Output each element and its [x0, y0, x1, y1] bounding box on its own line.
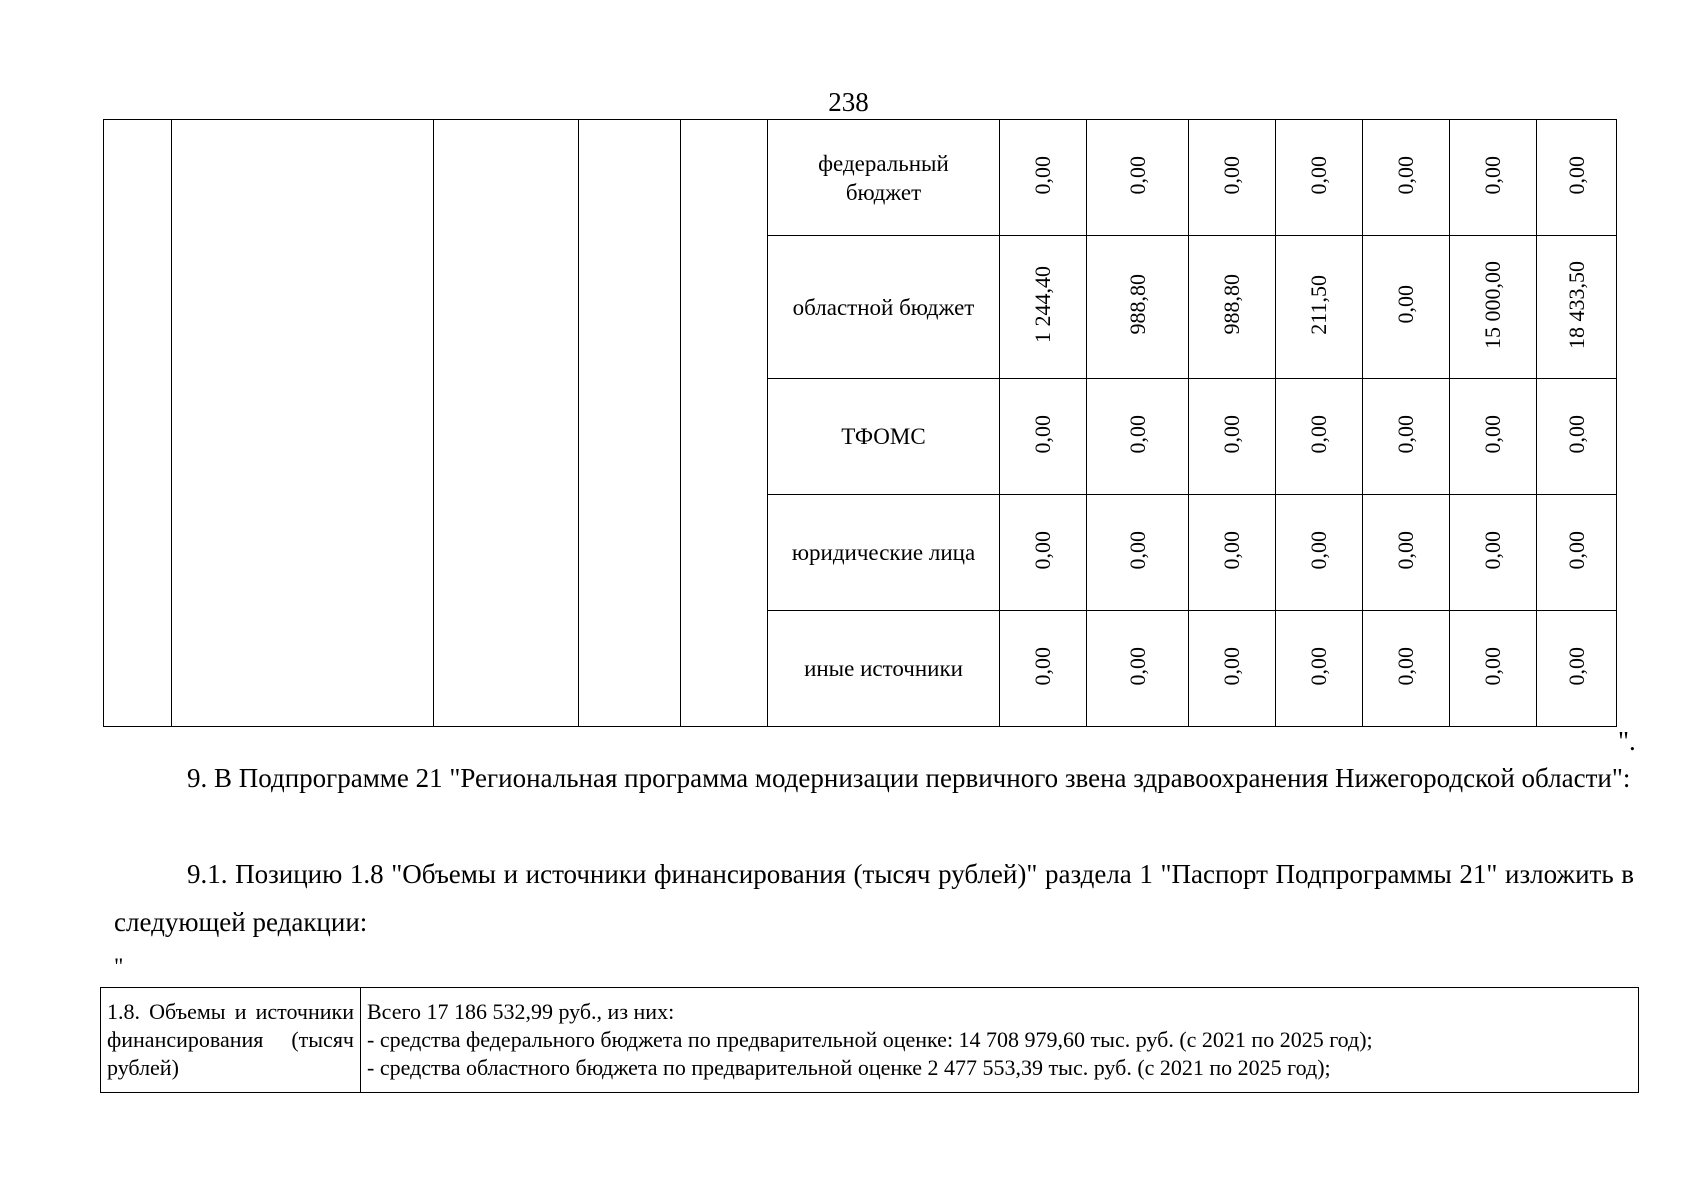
value-cell: 0,00	[1537, 379, 1617, 495]
value-cell: 0,00	[1276, 120, 1363, 236]
empty-cell	[172, 120, 434, 727]
value-cell: 18 433,50	[1537, 236, 1617, 379]
passport-line-total: Всего 17 186 532,99 руб., из них:	[367, 999, 675, 1024]
value-cell: 0,00	[1000, 495, 1087, 611]
passport-content	[361, 988, 1639, 1093]
funding-source-regional: областной бюджет	[768, 236, 1000, 379]
value-cell: 0,00	[1537, 495, 1617, 611]
passport-table	[100, 987, 1639, 1093]
value-cell: 0,00	[1363, 379, 1450, 495]
funding-source-tfoms: ТФОМС	[768, 379, 1000, 495]
value-cell: 0,00	[1000, 379, 1087, 495]
funding-source-legal-entities: юридические лица	[768, 495, 1000, 611]
value-cell: 0,00	[1537, 120, 1617, 236]
value-cell: 1 244,40	[1000, 236, 1087, 379]
page-number: 238	[828, 87, 869, 117]
funding-source-federal: федеральный бюджет	[768, 120, 1000, 236]
value-cell: 0,00	[1450, 120, 1537, 236]
value-cell: 0,00	[1000, 611, 1087, 727]
value-cell: 988,80	[1189, 236, 1276, 379]
value-cell: 15 000,00	[1450, 236, 1537, 379]
value-cell: 0,00	[1363, 120, 1450, 236]
value-cell: 0,00	[1189, 120, 1276, 236]
paragraph-9-1: 9.1. Позицию 1.8 "Объемы и источники финансирования (тысяч рублей)" раздела 1 "Паспорт Подпрограммы 21" изложить в следующей редакции:	[114, 859, 1634, 937]
value-cell: 988,80	[1087, 236, 1189, 379]
financing-table	[103, 119, 1617, 727]
value-cell: 0,00	[1276, 379, 1363, 495]
empty-cell	[579, 120, 681, 727]
value-cell: 0,00	[1000, 120, 1087, 236]
value-cell: 0,00	[1189, 611, 1276, 727]
value-cell: 0,00	[1363, 611, 1450, 727]
empty-cell	[104, 120, 172, 727]
table-row	[101, 988, 1639, 1093]
closing-quote: ".	[1618, 726, 1636, 756]
passport-line-federal: - средства федерального бюджета по предварительной оценке: 14 708 979,60 тыс. руб. (с 2021 по 2025 год);	[367, 1027, 1373, 1052]
value-cell: 0,00	[1276, 495, 1363, 611]
value-cell: 211,50	[1276, 236, 1363, 379]
opening-quote: "	[114, 954, 124, 979]
value-cell: 0,00	[1537, 611, 1617, 727]
value-cell: 0,00	[1450, 379, 1537, 495]
value-cell: 0,00	[1450, 495, 1537, 611]
passport-line-regional: - средства областного бюджета по предварительной оценке 2 477 553,39 тыс. руб. (с 2021 по 2025 год);	[367, 1055, 1331, 1080]
value-cell: 0,00	[1276, 611, 1363, 727]
value-cell: 0,00	[1363, 495, 1450, 611]
value-cell: 0,00	[1087, 379, 1189, 495]
passport-label: 1.8. Объемы и источники финансирования (тысяч рублей)	[101, 988, 361, 1093]
funding-source-other: иные источники	[768, 611, 1000, 727]
value-cell: 0,00	[1189, 495, 1276, 611]
table-row	[104, 120, 1617, 236]
value-cell: 0,00	[1087, 611, 1189, 727]
empty-cell	[681, 120, 768, 727]
paragraph-9: 9. В Подпрограмме 21 "Региональная программа модернизации первичного звена здравоохранения Нижегородской области":	[187, 763, 1631, 793]
value-cell: 0,00	[1363, 236, 1450, 379]
value-cell: 0,00	[1189, 379, 1276, 495]
value-cell: 0,00	[1087, 495, 1189, 611]
value-cell: 0,00	[1087, 120, 1189, 236]
empty-cell	[434, 120, 579, 727]
value-cell: 0,00	[1450, 611, 1537, 727]
